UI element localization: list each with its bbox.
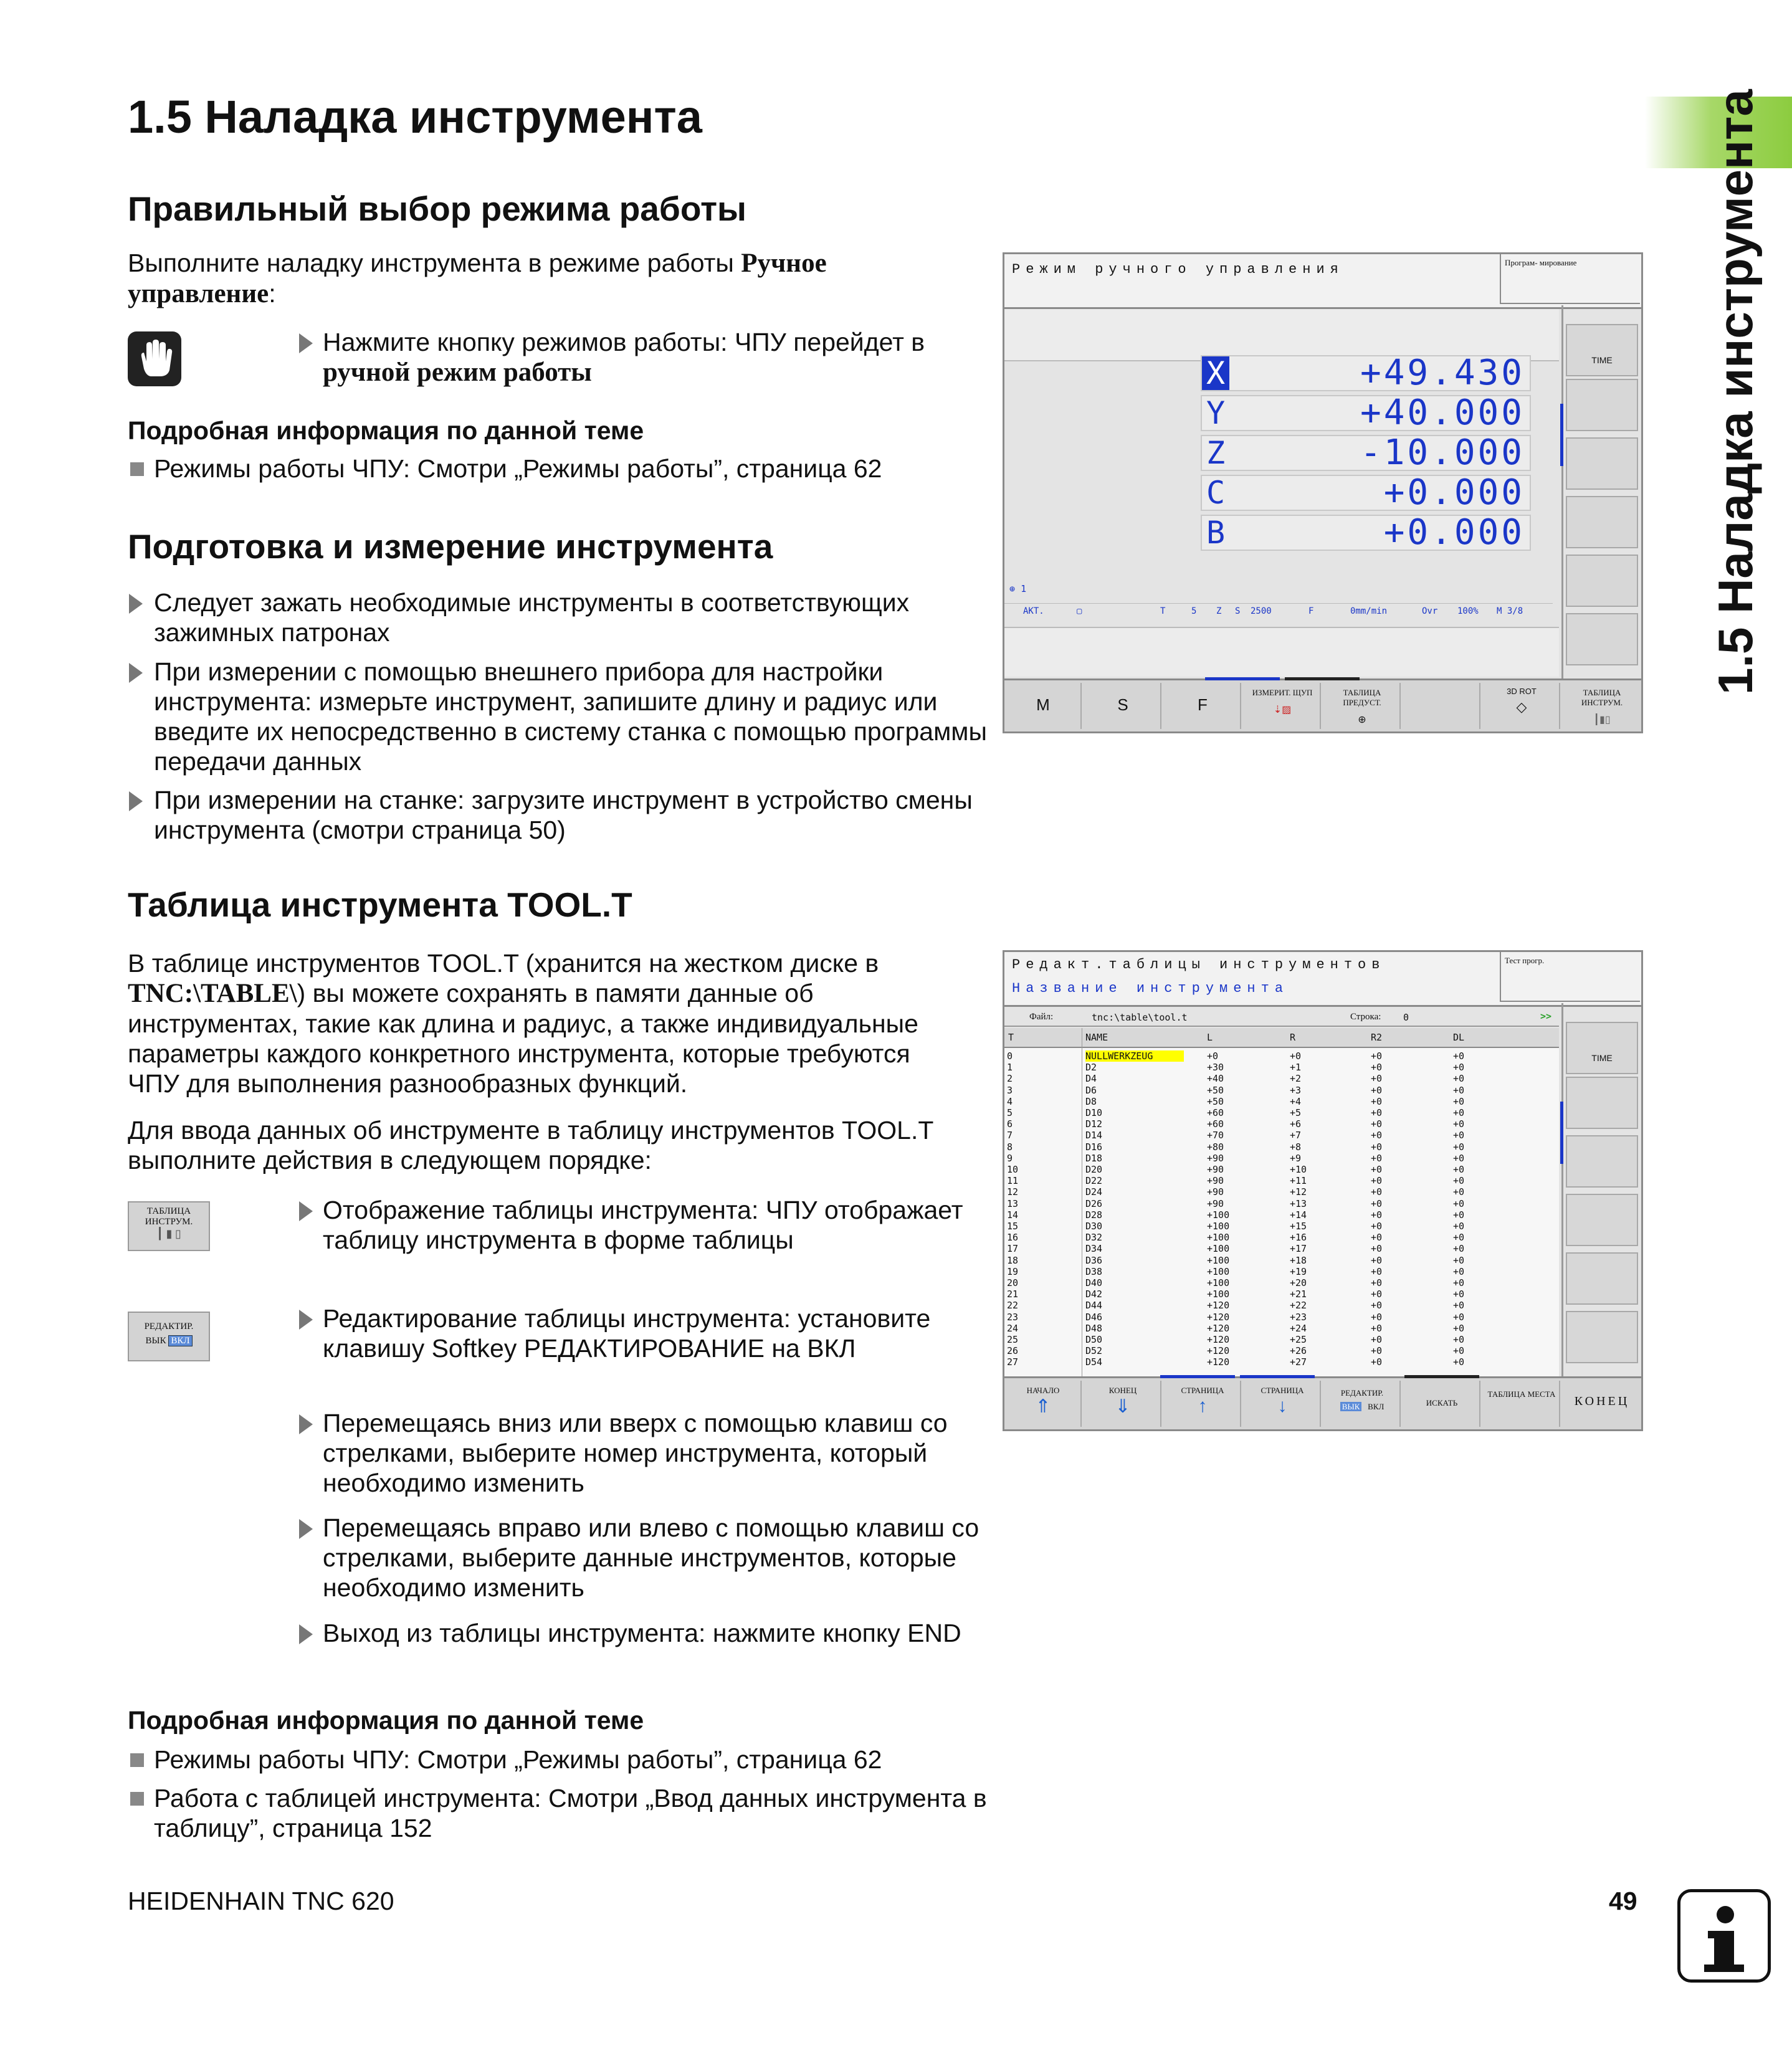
page-title: 1.5 Наладка инструмента	[128, 91, 702, 143]
table-cell: +0	[1371, 1198, 1383, 1209]
table-cell: D12	[1085, 1118, 1103, 1130]
table-cell: D46	[1085, 1311, 1103, 1323]
table-row[interactable]	[1004, 1277, 1559, 1288]
table-cell: 25	[1007, 1334, 1019, 1345]
table-cell: +20	[1290, 1277, 1307, 1288]
bullet-arrow-icon	[129, 594, 143, 614]
tool-table	[1004, 1050, 1559, 1378]
table-cell: +0	[1371, 1288, 1383, 1300]
table-cell: +0	[1371, 1118, 1383, 1130]
table-cell: D50	[1085, 1334, 1103, 1345]
table-row[interactable]	[1004, 1334, 1559, 1345]
table-cell: +100	[1207, 1232, 1230, 1244]
table-cell: +90	[1207, 1152, 1224, 1164]
table-cell: D38	[1085, 1265, 1103, 1277]
status-line: АКТ. ▢ T 5 Z S 2500 F 0mm/min Ovr 100% M 3/8	[1004, 603, 1553, 620]
section1-more-heading: Подробная информация по данной теме	[128, 416, 644, 445]
pocket-table-softkey[interactable]: ТАБЛИЦА МЕСТА	[1484, 1381, 1560, 1427]
section1-heading: Правильный выбор режима работы	[128, 189, 746, 228]
search-softkey[interactable]: ИСКАТЬ	[1404, 1381, 1480, 1427]
page-number: 49	[1609, 1887, 1637, 1915]
edit-softkey[interactable]: РЕДАКТИР. ВЫК ВКЛ	[1325, 1381, 1401, 1427]
table-cell: +0	[1453, 1265, 1465, 1277]
table-cell: D4	[1085, 1073, 1097, 1085]
table-cell: 21	[1007, 1288, 1019, 1300]
table-cell: +0	[1371, 1221, 1383, 1232]
table-cell: +0	[1371, 1277, 1383, 1288]
table-cell: 10	[1007, 1164, 1019, 1175]
table-cell: +0	[1453, 1152, 1465, 1164]
table-row[interactable]	[1004, 1198, 1559, 1209]
table-cell: +17	[1290, 1243, 1307, 1255]
table-cell: +12	[1290, 1186, 1307, 1198]
table-cell: D26	[1085, 1198, 1103, 1209]
table-cell: +0	[1453, 1300, 1465, 1312]
table-cell: +40	[1207, 1073, 1224, 1085]
table-row[interactable]	[1004, 1288, 1559, 1300]
table-cell: 4	[1007, 1095, 1013, 1107]
table-cell: +0	[1371, 1186, 1383, 1198]
time-softkey[interactable]: TIME	[1566, 1022, 1638, 1074]
tool-table-softkey[interactable]: ТАБЛИЦА ИНСТРУМ. ┃▮▯	[1581, 688, 1623, 725]
table-cell: +0	[1453, 1084, 1465, 1096]
table-cell: +0	[1453, 1277, 1465, 1288]
table-cell: +0	[1453, 1198, 1465, 1209]
tool-table-screen	[1003, 950, 1643, 1431]
table-cell: +60	[1207, 1107, 1224, 1118]
table-cell: +0	[1453, 1164, 1465, 1175]
axis-row-z: Z -10.000	[1201, 435, 1531, 471]
table-cell: 15	[1007, 1221, 1019, 1232]
section3-more-heading: Подробная информация по данной теме	[128, 1706, 644, 1735]
table-cell: 8	[1007, 1141, 1013, 1153]
table-cell: 17	[1007, 1243, 1019, 1255]
vertical-softkey[interactable]	[1566, 496, 1638, 548]
table-cell: 11	[1007, 1175, 1019, 1187]
screen2-title: Редакт.таблицы инструментов	[1012, 957, 1386, 973]
table-cell: 0	[1007, 1050, 1013, 1062]
table-cell: +0	[1453, 1334, 1465, 1345]
table-cell: 12	[1007, 1186, 1019, 1198]
table-cell: +90	[1207, 1164, 1224, 1175]
bullet-square-icon	[130, 462, 144, 476]
table-cell: 6	[1007, 1118, 1013, 1130]
table-cell: +0	[1371, 1311, 1383, 1323]
screen1-softkey-bar	[1004, 679, 1641, 731]
table-cell: D16	[1085, 1141, 1103, 1153]
table-cell: +50	[1207, 1084, 1224, 1096]
table-row[interactable]	[1004, 1096, 1559, 1107]
table-cell: +120	[1207, 1322, 1230, 1334]
tool-icon: ┃ ▮ ▯	[156, 1227, 181, 1240]
table-cell: +16	[1290, 1232, 1307, 1244]
table-cell: +100	[1207, 1221, 1230, 1232]
table-cell: +6	[1290, 1118, 1302, 1130]
table-header: T NAME L R R2 DL	[1004, 1028, 1559, 1048]
table-cell: +100	[1207, 1209, 1230, 1221]
table-row[interactable]	[1004, 1255, 1559, 1266]
info-icon	[1677, 1889, 1771, 1983]
table-cell: +26	[1290, 1345, 1307, 1357]
softkey-s[interactable]: S	[1085, 683, 1161, 729]
table-cell: 22	[1007, 1300, 1019, 1312]
table-row[interactable]	[1004, 1186, 1559, 1198]
table-cell: +0	[1453, 1130, 1465, 1141]
table-cell: +70	[1207, 1130, 1224, 1141]
table-cell: +0	[1453, 1232, 1465, 1244]
arrow-up-bar-icon: ⇑	[1035, 1396, 1051, 1417]
table-cell: +0	[1453, 1095, 1465, 1107]
section3-step: Перемещаясь вниз или вверх с помощью клавиш со стрелками, выберите номер инструмента, который необходимо изменить	[299, 1408, 989, 1498]
table-row[interactable]	[1004, 1062, 1559, 1073]
table-cell: 23	[1007, 1311, 1019, 1323]
table-cell: +100	[1207, 1254, 1230, 1266]
table-cell: +22	[1290, 1300, 1307, 1312]
table-cell: D30	[1085, 1221, 1103, 1232]
table-cell: 14	[1007, 1209, 1019, 1221]
table-cell: D14	[1085, 1130, 1103, 1141]
section2-bullet: При измерении с помощью внешнего прибора для настройки инструмента: измерьте инструмент, запишите длину и радиус или введите их непосредственно в систему станка с помощью программы передачи данных	[128, 657, 989, 776]
table-cell: 2	[1007, 1073, 1013, 1085]
section2-heading: Подготовка и измерение инструмента	[128, 527, 773, 566]
table-row[interactable]	[1004, 1300, 1559, 1311]
table-row[interactable]	[1004, 1312, 1559, 1323]
table-cell: +7	[1290, 1130, 1302, 1141]
table-cell: 24	[1007, 1322, 1019, 1334]
table-cell: D20	[1085, 1164, 1103, 1175]
end-softkey[interactable]: КОНЕЦ ⇓	[1085, 1381, 1161, 1427]
table-cell: D40	[1085, 1277, 1103, 1288]
table-cell: +0	[1453, 1345, 1465, 1357]
table-cell: +0	[1453, 1254, 1465, 1266]
edit-softkey-thumb: РЕДАКТИР. ВЫК ВКЛ	[128, 1312, 210, 1361]
vertical-softkey[interactable]	[1566, 1194, 1638, 1246]
manual-mode-key-icon	[128, 331, 181, 386]
table-cell: D2	[1085, 1062, 1097, 1074]
table-cell: D6	[1085, 1084, 1097, 1096]
section3-para1: В таблице инструментов TOOL.T (хранится на жестком диске в TNC:\TABLE\) вы можете сохранять в памяти данные об инструментах, такие как длина и радиус, а также индивидуальные параметры каждого конкретного инструмента, которые требуются ЧПУ для выполнения разнообразных функций.	[128, 949, 918, 1098]
table-cell: 9	[1007, 1152, 1013, 1164]
table-cell: +4	[1290, 1095, 1302, 1107]
vertical-softkey[interactable]	[1566, 437, 1638, 490]
table-cell: +50	[1207, 1095, 1224, 1107]
table-cell: 18	[1007, 1254, 1019, 1266]
table-cell: D8	[1085, 1095, 1097, 1107]
step-arrow-icon	[299, 1624, 313, 1644]
table-cell: +0	[1453, 1209, 1465, 1221]
table-cell: +0	[1453, 1141, 1465, 1153]
table-cell: D52	[1085, 1345, 1103, 1357]
table-cell: D10	[1085, 1107, 1103, 1118]
tool-table-softkey-thumb: ТАБЛИЦА ИНСТРУМ. ┃ ▮ ▯	[128, 1201, 210, 1251]
bullet-arrow-icon	[129, 791, 143, 811]
tool-icon: ┃▮▯	[1593, 715, 1611, 725]
table-cell: D44	[1085, 1300, 1103, 1312]
table-cell: +0	[1453, 1322, 1465, 1334]
table-cell: 3	[1007, 1084, 1013, 1096]
datum-icon: ⊕	[1009, 583, 1016, 594]
table-cell: +0	[1453, 1050, 1465, 1062]
table-row[interactable]	[1004, 1345, 1559, 1356]
table-cell: +0	[1371, 1356, 1383, 1368]
table-cell: 16	[1007, 1232, 1019, 1244]
table-row[interactable]	[1004, 1085, 1559, 1096]
softkey-f[interactable]: F	[1165, 683, 1241, 729]
section3-more-item: Режимы работы ЧПУ: Смотри „Режимы работы”, страница 62	[128, 1745, 989, 1774]
plane-icon: ◇	[1516, 699, 1527, 715]
table-cell: +0	[1453, 1356, 1465, 1368]
table-cell: +0	[1371, 1345, 1383, 1357]
table-row[interactable]	[1004, 1118, 1559, 1130]
table-cell: 27	[1007, 1356, 1019, 1368]
section1-intro: Выполните наладку инструмента в режиме работы Ручное управление:	[128, 249, 827, 308]
table-cell: +10	[1290, 1164, 1307, 1175]
table-cell: +11	[1290, 1175, 1307, 1187]
step-arrow-icon	[299, 1310, 313, 1330]
position-display	[1201, 355, 1531, 561]
table-cell: +0	[1371, 1107, 1383, 1118]
table-row[interactable]	[1004, 1266, 1559, 1277]
table-cell: +0	[1371, 1265, 1383, 1277]
table-cell: +100	[1207, 1265, 1230, 1277]
table-cell: +8	[1290, 1141, 1302, 1153]
time-softkey[interactable]: TIME	[1566, 324, 1638, 376]
table-cell: +24	[1290, 1322, 1307, 1334]
table-cell: +0	[1371, 1084, 1383, 1096]
table-cell: +90	[1207, 1175, 1224, 1187]
screen1-title: Режим ручного управления	[1012, 262, 1344, 277]
table-cell: 7	[1007, 1130, 1013, 1141]
screen2-vertical-softkeys	[1561, 1003, 1641, 1378]
table-cell: +0	[1371, 1152, 1383, 1164]
table-row[interactable]	[1004, 1141, 1559, 1153]
table-cell: +0	[1371, 1062, 1383, 1074]
vertical-softkey[interactable]	[1566, 1252, 1638, 1305]
status-bar: ⊕ 1	[1009, 583, 1027, 594]
preset-table-softkey[interactable]: ТАБЛИЦА ПРЕДУСТ. ⊕	[1325, 683, 1401, 729]
more-columns-icon[interactable]: >>	[1540, 1011, 1552, 1022]
table-row[interactable]	[1004, 1164, 1559, 1175]
table-cell: D22	[1085, 1175, 1103, 1187]
table-cell: +120	[1207, 1334, 1230, 1345]
test-run-indicator: Тест прогр.	[1500, 952, 1640, 1002]
table-cell: NULLWERKZEUG	[1085, 1050, 1184, 1062]
table-cell: +0	[1371, 1164, 1383, 1175]
vertical-softkey[interactable]	[1566, 1311, 1638, 1363]
screen2-subtitle: Название инструмента	[1012, 981, 1289, 996]
table-cell: +0	[1371, 1130, 1383, 1141]
vertical-softkey[interactable]	[1566, 555, 1638, 607]
table-cell: +0	[1453, 1118, 1465, 1130]
table-cell: +0	[1207, 1050, 1219, 1062]
file-path: tnc:\table\tool.t	[1092, 1012, 1188, 1023]
arrow-up-icon: ↑	[1198, 1396, 1208, 1416]
table-cell: +0	[1453, 1062, 1465, 1074]
table-cell: +120	[1207, 1345, 1230, 1357]
vertical-softkey[interactable]	[1566, 1135, 1638, 1188]
softkey-m[interactable]: M	[1006, 683, 1082, 729]
page-up-softkey[interactable]: СТРАНИЦА ↑	[1165, 1381, 1241, 1427]
table-cell: +90	[1207, 1186, 1224, 1198]
table-cell: +0	[1453, 1243, 1465, 1255]
table-cell: +0	[1371, 1095, 1383, 1107]
arrow-down-bar-icon: ⇓	[1115, 1396, 1131, 1417]
probe-icon: ⇣▨	[1273, 705, 1292, 715]
axis-row-x: X +49.430	[1201, 355, 1531, 391]
table-cell: +0	[1453, 1311, 1465, 1323]
section1-more-item: Режимы работы ЧПУ: Смотри „Режимы работы”, страница 62	[128, 454, 989, 483]
table-cell: +60	[1207, 1118, 1224, 1130]
table-cell: +90	[1207, 1198, 1224, 1209]
section3-para2: Для ввода данных об инструменте в таблицу инструментов TOOL.T выполните действия в следующем порядке:	[128, 1116, 933, 1174]
section2-bullet: При измерении на станке: загрузите инструмент в устройство смены инструмента (смотри страница 50)	[128, 785, 989, 845]
table-cell: 5	[1007, 1107, 1013, 1118]
step-arrow-icon	[299, 333, 313, 353]
table-cell: +0	[1453, 1186, 1465, 1198]
section1-step: Нажмите кнопку режимов работы: ЧПУ перейдет в ручной режим работы	[299, 327, 989, 388]
table-cell: +0	[1371, 1334, 1383, 1345]
table-cell: +5	[1290, 1107, 1302, 1118]
probe-softkey[interactable]: ИЗМЕРИТ. ЩУП ⇣▨	[1245, 683, 1321, 729]
table-cell: +15	[1290, 1221, 1307, 1232]
section2-bullet: Следует зажать необходимые инструменты в соответствующих зажимных патронах	[128, 588, 989, 647]
section3-step: Перемещаясь вправо или влево с помощью клавиш со стрелками, выберите данные инструментов, которые необходимо изменить	[299, 1513, 989, 1603]
table-row[interactable]	[1004, 1050, 1559, 1062]
step-arrow-icon	[299, 1201, 313, 1221]
datum-icon: ⊕	[1358, 715, 1366, 725]
table-cell: +0	[1371, 1209, 1383, 1221]
table-row[interactable]	[1004, 1073, 1559, 1084]
table-row[interactable]	[1004, 1243, 1559, 1254]
table-cell: +0	[1371, 1243, 1383, 1255]
table-row[interactable]	[1004, 1130, 1559, 1141]
table-cell: +18	[1290, 1254, 1307, 1266]
3d-rot-softkey[interactable]: 3D ROT ◇	[1484, 683, 1560, 729]
table-cell: +0	[1371, 1322, 1383, 1334]
vertical-softkey[interactable]	[1566, 613, 1638, 665]
table-row[interactable]	[1004, 1356, 1559, 1368]
table-cell: +0	[1371, 1050, 1383, 1062]
table-row[interactable]	[1004, 1221, 1559, 1232]
table-cell: +100	[1207, 1243, 1230, 1255]
table-cell: +0	[1371, 1073, 1383, 1085]
table-cell: D32	[1085, 1232, 1103, 1244]
file-info-bar: Файл: tnc:\table\tool.t Строка: 0 >>	[1004, 1009, 1559, 1027]
section3-more-item: Работа с таблицей инструмента: Смотри „Ввод данных инструмента в таблицу”, страница 152	[128, 1783, 989, 1843]
begin-softkey[interactable]: НАЧАЛО ⇑	[1006, 1381, 1082, 1427]
bullet-square-icon	[130, 1753, 144, 1767]
axis-row-c: C +0.000	[1201, 475, 1531, 511]
table-cell: 19	[1007, 1265, 1019, 1277]
table-cell: 1	[1007, 1062, 1013, 1074]
table-row[interactable]	[1004, 1209, 1559, 1221]
screen1-vertical-softkeys	[1561, 305, 1641, 680]
table-cell: +0	[1371, 1175, 1383, 1187]
axis-row-b: B +0.000	[1201, 515, 1531, 551]
table-row[interactable]	[1004, 1153, 1559, 1164]
table-cell: +14	[1290, 1209, 1307, 1221]
table-row[interactable]	[1004, 1232, 1559, 1243]
table-cell: +120	[1207, 1311, 1230, 1323]
table-cell: +0	[1371, 1300, 1383, 1312]
table-cell: +0	[1453, 1175, 1465, 1187]
table-cell: D36	[1085, 1254, 1103, 1266]
section3-step: Редактирование таблицы инструмента: установите клавишу Softkey РЕДАКТИРОВАНИЕ на ВКЛ	[299, 1303, 989, 1363]
table-cell: +100	[1207, 1277, 1230, 1288]
table-cell: 26	[1007, 1345, 1019, 1357]
side-chapter-title: 1.5 Наладка инструмента	[1708, 89, 1763, 695]
table-cell: +0	[1453, 1288, 1465, 1300]
table-cell: 13	[1007, 1198, 1019, 1209]
manual-mode-screen	[1003, 252, 1643, 733]
table-cell: +120	[1207, 1300, 1230, 1312]
footer-brand: HEIDENHAIN TNC 620	[128, 1887, 394, 1915]
vertical-softkey[interactable]	[1566, 1077, 1638, 1129]
programming-mode-indicator: Програм- мирование	[1500, 254, 1640, 304]
screen2-softkey-bar	[1004, 1376, 1641, 1429]
table-cell: +0	[1371, 1141, 1383, 1153]
bullet-square-icon	[130, 1792, 144, 1806]
end-table-softkey[interactable]: КОНЕЦ	[1574, 1394, 1630, 1408]
table-cell: D28	[1085, 1209, 1103, 1221]
table-cell: 20	[1007, 1277, 1019, 1288]
empty-softkey[interactable]	[1404, 683, 1480, 729]
table-cell: D48	[1085, 1322, 1103, 1334]
table-cell: +3	[1290, 1084, 1302, 1096]
table-cell: D18	[1085, 1152, 1103, 1164]
table-cell: +13	[1290, 1198, 1307, 1209]
axis-row-y: Y +40.000	[1201, 395, 1531, 431]
table-cell: +80	[1207, 1141, 1224, 1153]
table-cell: +2	[1290, 1073, 1302, 1085]
table-cell: +21	[1290, 1288, 1307, 1300]
table-cell: +30	[1207, 1062, 1224, 1074]
table-row[interactable]	[1004, 1323, 1559, 1334]
table-cell: +23	[1290, 1311, 1307, 1323]
table-cell: +120	[1207, 1356, 1230, 1368]
table-cell: +0	[1453, 1073, 1465, 1085]
section3-step: Выход из таблицы инструмента: нажмите кнопку END	[299, 1618, 989, 1648]
table-cell: D54	[1085, 1356, 1103, 1368]
table-cell: +0	[1290, 1050, 1302, 1062]
arrow-down-icon: ↓	[1277, 1396, 1287, 1416]
table-cell: +0	[1453, 1221, 1465, 1232]
table-cell: +9	[1290, 1152, 1302, 1164]
table-cell: +25	[1290, 1334, 1307, 1345]
vertical-softkey[interactable]	[1566, 379, 1638, 431]
table-cell: D34	[1085, 1243, 1103, 1255]
step-arrow-icon	[299, 1414, 313, 1434]
section3-step: Отображение таблицы инструмента: ЧПУ отображает таблицу инструмента в форме таблицы	[299, 1195, 989, 1255]
table-cell: +0	[1371, 1254, 1383, 1266]
step-arrow-icon	[299, 1519, 313, 1539]
table-cell: +0	[1453, 1107, 1465, 1118]
table-cell: +27	[1290, 1356, 1307, 1368]
table-row[interactable]	[1004, 1175, 1559, 1186]
table-cell: +1	[1290, 1062, 1302, 1074]
bullet-arrow-icon	[129, 663, 143, 683]
table-cell: D42	[1085, 1288, 1103, 1300]
table-cell: +0	[1371, 1232, 1383, 1244]
table-cell: +100	[1207, 1288, 1230, 1300]
table-cell: D24	[1085, 1186, 1103, 1198]
table-row[interactable]	[1004, 1107, 1559, 1118]
table-cell: +19	[1290, 1265, 1307, 1277]
page-down-softkey[interactable]: СТРАНИЦА ↓	[1245, 1381, 1321, 1427]
section3-heading: Таблица инструмента TOOL.T	[128, 885, 632, 924]
